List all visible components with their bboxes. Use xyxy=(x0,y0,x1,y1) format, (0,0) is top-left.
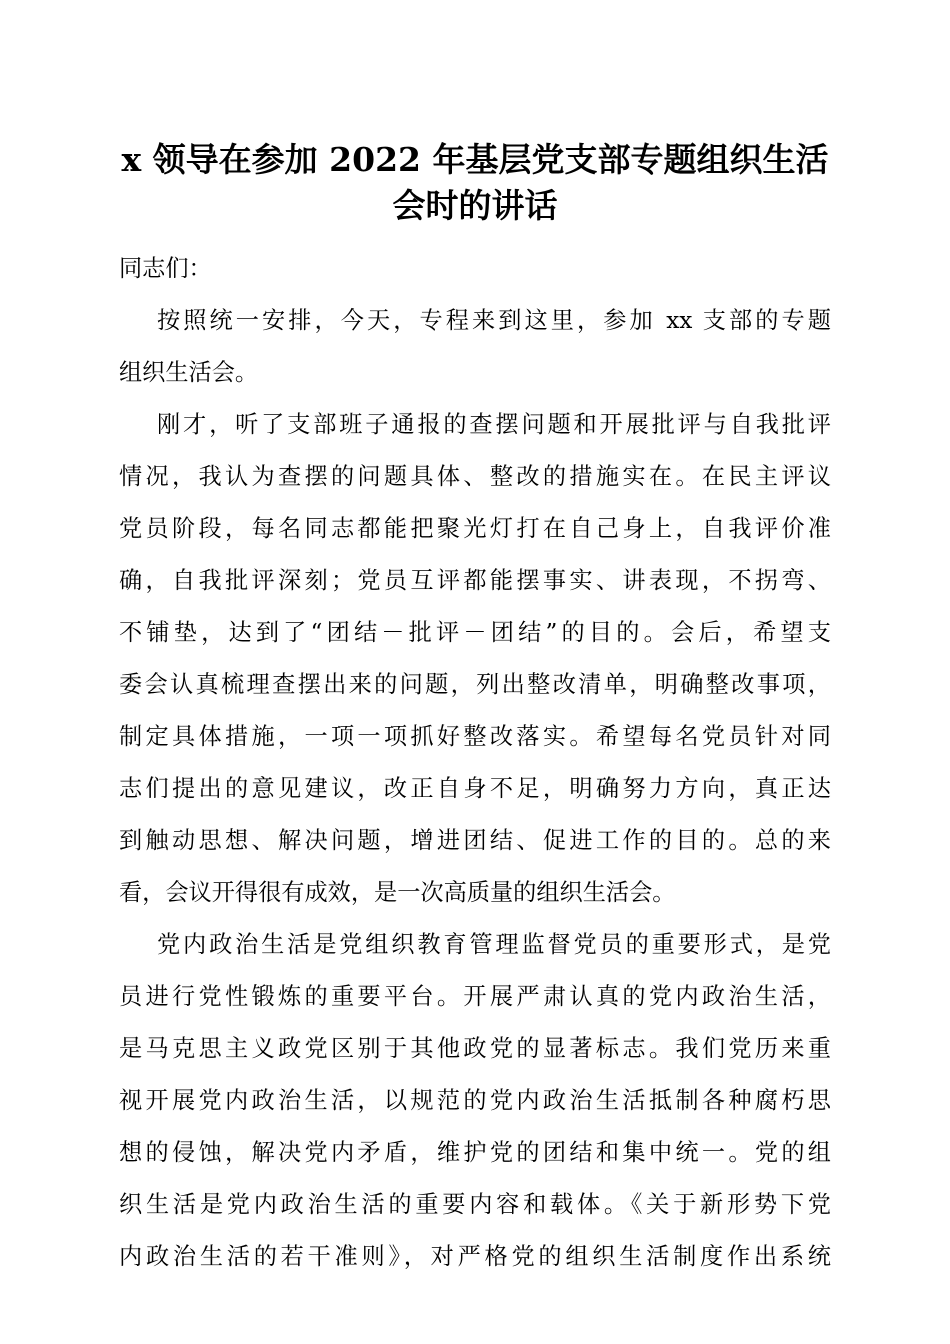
paragraph-2-line-5: 不铺垫，达到了“团结－批评－团结”的目的。会后，希望支 xyxy=(119,619,831,646)
paragraph-3-line-6: 织生活是党内政治生活的重要内容和载体。《关于新形势下党 xyxy=(119,1191,831,1218)
paragraph-3-line-4: 视开展党内政治生活，以规范的党内政治生活抵制各种腐朽思 xyxy=(119,1087,831,1114)
paragraph-3-line-7: 内政治生活的若干准则》，对严格党的组织生活制度作出系统 xyxy=(119,1243,831,1270)
paragraph-2-line-1: 刚才，听了支部班子通报的查摆问题和开展批评与自我批评 xyxy=(157,411,831,438)
paragraph-3-line-5: 想的侵蚀，解决党内矛盾，维护党的团结和集中统一。党的组 xyxy=(119,1139,831,1166)
document-body xyxy=(119,243,831,1283)
paragraph-2-line-9: 到触动思想、解决问题，增进团结、促进工作的目的。总的来 xyxy=(119,827,831,854)
paragraph-2-line-3: 党员阶段，每名同志都能把聚光灯打在自己身上，自我评价准 xyxy=(119,515,831,542)
document-title-line-1: x 领导在参加 2022 年基层党支部专题组织生活 xyxy=(121,140,829,179)
paragraph-2-line-2: 情况，我认为查摆的问题具体、整改的措施实在。在民主评议 xyxy=(119,463,831,490)
paragraph-3-line-1: 党内政治生活是党组织教育管理监督党员的重要形式，是党 xyxy=(157,931,831,958)
paragraph-3-line-3: 是马克思主义政党区别于其他政党的显著标志。我们党历来重 xyxy=(119,1035,831,1062)
paragraph-1-line-2: 组织生活会。 xyxy=(119,359,259,386)
paragraph-2-line-6: 委会认真梳理查摆出来的问题，列出整改清单，明确整改事项， xyxy=(119,671,831,698)
paragraph-2-line-4: 确，自我批评深刻；党员互评都能摆事实、讲表现，不拐弯、 xyxy=(119,567,831,594)
paragraph-1-line-1: 按照统一安排，今天，专程来到这里，参加 xx 支部的专题 xyxy=(157,307,831,334)
paragraph-2-line-7: 制定具体措施，一项一项抓好整改落实。希望每名党员针对同 xyxy=(119,723,831,750)
paragraph-2-line-8: 志们提出的意见建议，改正自身不足，明确努力方向，真正达 xyxy=(119,775,831,802)
paragraph-2-line-10: 看，会议开得很有成效，是一次高质量的组织生活会。 xyxy=(119,879,676,906)
salutation: 同志们： xyxy=(119,255,212,282)
paragraph-3-line-2: 员进行党性锻炼的重要平台。开展严肃认真的党内政治生活， xyxy=(119,983,831,1010)
document-title-line-2: 会时的讲话 xyxy=(392,186,558,225)
